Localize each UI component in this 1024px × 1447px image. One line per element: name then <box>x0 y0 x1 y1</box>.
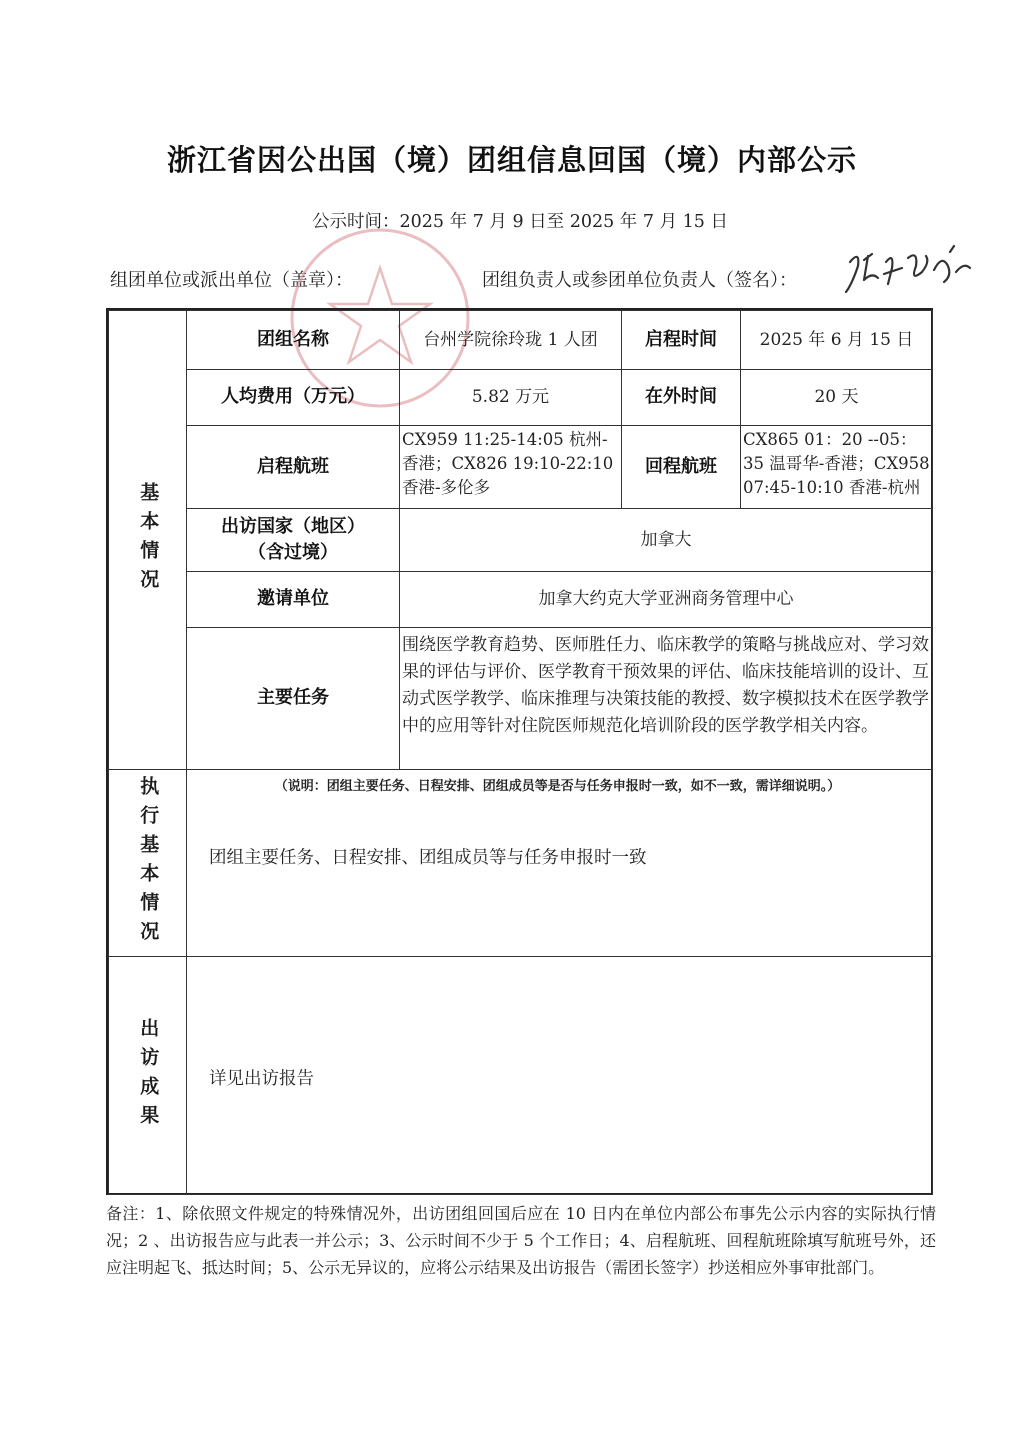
results-content: 详见出访报告 <box>209 1069 314 1089</box>
handwritten-signature <box>838 232 978 302</box>
group-name-value: 台州学院徐玲珑 1 人团 <box>399 310 622 370</box>
page-title: 浙江省因公出国（境）团组信息回国（境）内部公示 <box>166 143 857 177</box>
group-name-label: 团组名称 <box>186 310 400 370</box>
task-value: 围绕医学教育趋势、医师胜任力、临床教学的策略与挑战应对、学习效果的评估与评价、医学教育干预效果的评估、临床技能培训的设计、互动式医学教学、临床推理与决策技能的教授、数字模拟技术在医学教学中的应用等针对住院医师规范化培训阶段的医学教学相关内容。 <box>399 627 933 770</box>
country-label-line1: 出访国家（地区） <box>221 515 365 537</box>
cost-label: 人均费用（万元） <box>186 369 400 426</box>
results-content-cell <box>186 956 933 1195</box>
inviter-value: 加拿大约克大学亚洲商务管理中心 <box>399 571 933 628</box>
info-table <box>106 308 933 1195</box>
abroad-time-value: 20 天 <box>740 369 933 426</box>
results-section-label: 出访成果 <box>108 956 187 1195</box>
depart-time-label: 启程时间 <box>621 310 741 370</box>
execution-note: （说明：团组主要任务、日程安排、团组成员等是否与任务申报时一致，如不一致，需详细说明。） <box>274 779 841 794</box>
basic-section-label: 基本情况 <box>108 310 187 770</box>
publish-time: 公示时间：2025 年 7 月 9 日至 2025 年 7 月 15 日 <box>312 212 728 232</box>
depart-flight-value: CX959 11:25-14:05 杭州-香港；CX826 19:10-22:10 香港-多伦多 <box>399 425 622 509</box>
org-seal-label: 组团单位或派出单位（盖章）： <box>110 270 353 291</box>
leader-signature-label: 团组负责人或参团单位负责人（签名）： <box>482 270 797 291</box>
country-label <box>186 508 400 572</box>
execution-section-label: 执行基本情况 <box>108 769 187 957</box>
abroad-time-label: 在外时间 <box>621 369 741 426</box>
depart-time-value: 2025 年 6 月 15 日 <box>740 310 933 370</box>
execution-content: 团组主要任务、日程安排、团组成员等与任务申报时一致 <box>209 848 647 868</box>
remark-note: 备注：1、除依照文件规定的特殊情况外，出访团组回国后应在 10 日内在单位内部公布事先公示内容的实际执行情况；2 、出访报告应与此表一并公示；3、公示时间不少于 5 个工作日；4、启程航班、回程航班除填写航班号外，还应注明起飞、抵达时间；5、公示无异议的，应将公示结果及出访报告（需团长签字）抄送相应外事审批部门。 <box>106 1204 936 1277</box>
cost-value: 5.82 万元 <box>399 369 622 426</box>
return-flight-value: CX865 01：20 --05：35 温哥华-香港；CX958 07:45-10:10 香港-杭州 <box>740 425 933 509</box>
return-flight-label: 回程航班 <box>621 425 741 509</box>
task-label: 主要任务 <box>186 627 400 770</box>
execution-content-cell <box>186 769 933 957</box>
inviter-label: 邀请单位 <box>186 571 400 628</box>
country-value: 加拿大 <box>399 508 933 572</box>
country-label-line2: （含过境） <box>248 542 338 563</box>
depart-flight-label: 启程航班 <box>186 425 400 509</box>
